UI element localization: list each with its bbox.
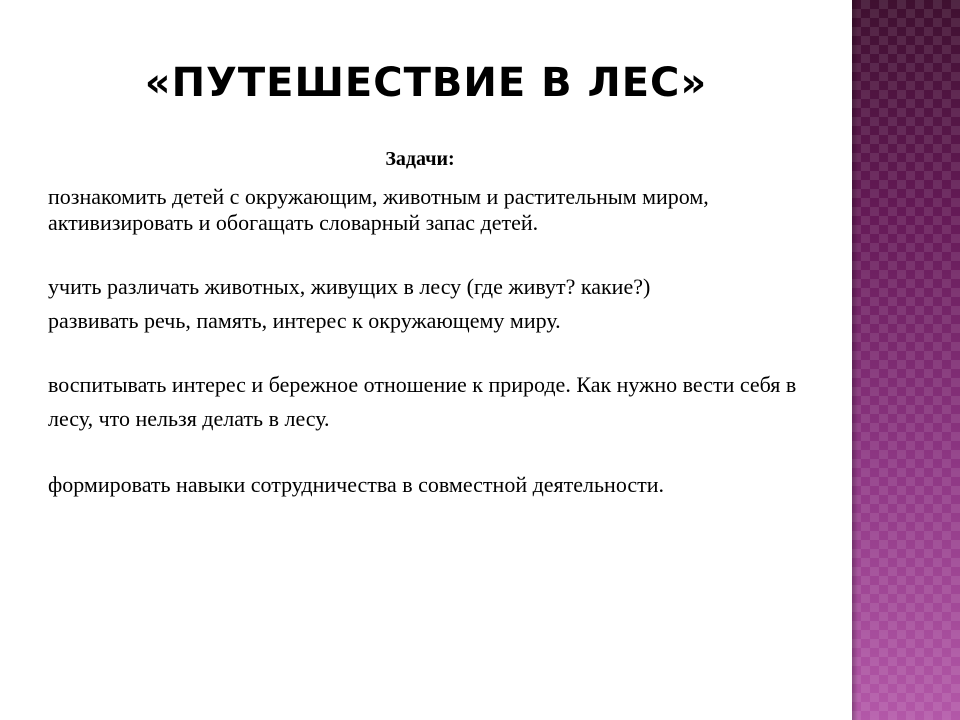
task-item: воспитывать интерес и бережное отношение к природе. Как нужно вести себя в лесу, что нельзя делать в лесу. xyxy=(48,372,797,431)
slide-subtitle: Задачи: xyxy=(385,148,455,170)
task-item: учить различать животных, живущих в лесу (где живут? какие?) xyxy=(48,274,651,299)
task-item: развивать речь, память, интерес к окружающему миру. xyxy=(48,308,561,333)
slide-title: «ПУТЕШЕСТВИЕ В ЛЕС» xyxy=(144,60,708,106)
decorative-side-band xyxy=(852,0,960,720)
side-band-shadow xyxy=(852,0,858,720)
task-item: формировать навыки сотрудничества в совместной деятельности. xyxy=(48,472,665,497)
task-item: познакомить детей с окружающим, животным и растительным миром, активизировать и обогащать словарный запас детей. xyxy=(48,184,709,235)
